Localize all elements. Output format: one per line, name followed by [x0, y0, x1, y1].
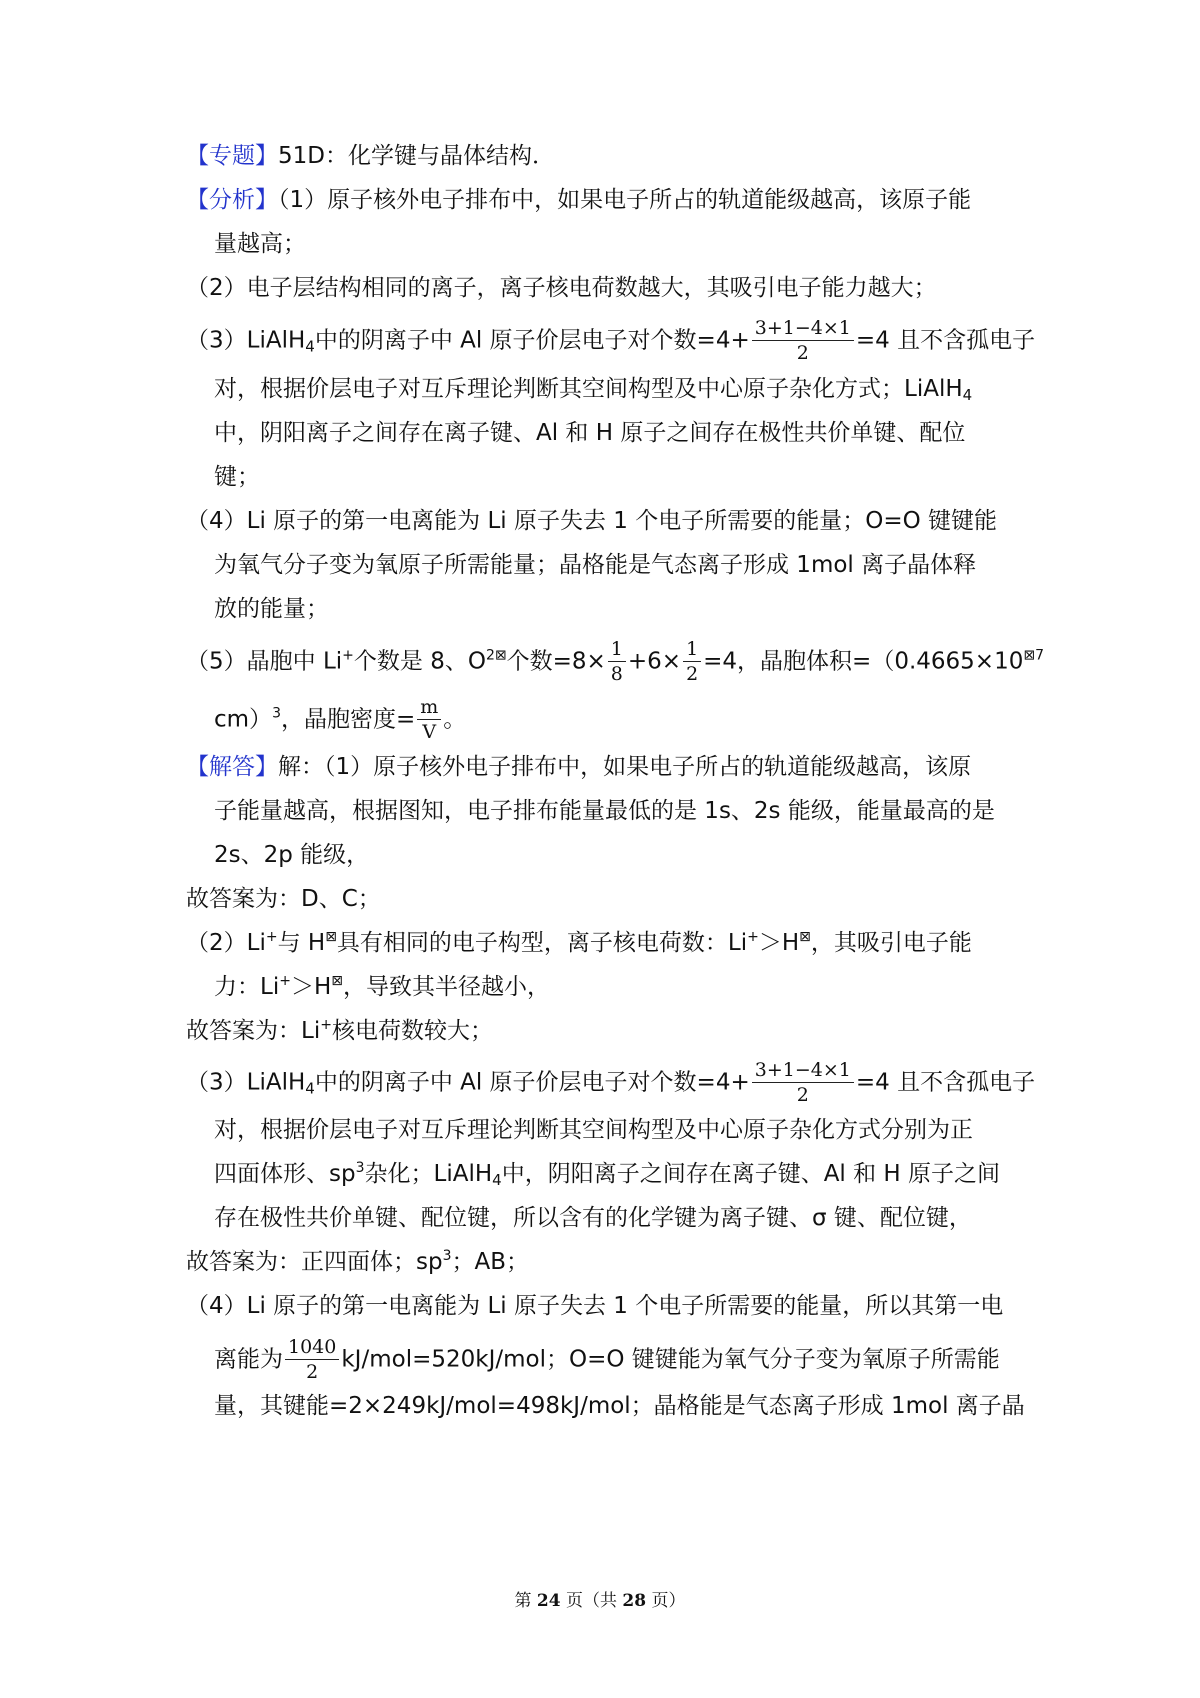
answer-text: ，导致其半径越小， [342, 974, 550, 1000]
answer-line-13 [186, 1291, 1003, 1321]
fraction [752, 1061, 854, 1105]
total-pages: 28 [622, 1591, 647, 1611]
answer-text: 故答案为：D、C； [186, 886, 381, 912]
answer-tag: 【解答】 [186, 754, 278, 780]
analysis-text: =4，晶胞体积=（0.4665×10 [703, 648, 1024, 675]
analysis-line-6 [214, 418, 965, 448]
analysis-line-4 [186, 319, 1035, 363]
answer-text: ；AB； [451, 1249, 530, 1275]
answer-line-5 [186, 928, 972, 958]
answer-text: （2）Li [186, 930, 266, 956]
answer-line-4 [186, 884, 381, 914]
analysis-text: =4 且不含孤电子 [855, 327, 1036, 354]
answer-line-9 [214, 1115, 973, 1145]
subscript: 4 [492, 1171, 502, 1189]
fraction [417, 698, 441, 742]
analysis-text: 个数=8× [506, 648, 606, 675]
page-number: 24 [536, 1591, 561, 1611]
answer-text: 杂化；LiAlH [364, 1161, 493, 1187]
answer-text: 2s、2p 能级， [214, 842, 370, 868]
analysis-text: +6× [627, 648, 682, 675]
answer-line-10 [214, 1159, 1000, 1189]
analysis-text: 中，阴阳离子之间存在离子键、Al 和 H 原子之间存在极性共价单键、配位 [214, 420, 966, 446]
analysis-line-5 [214, 374, 972, 404]
fraction-numerator: 3+1−4×1 [752, 1061, 854, 1083]
answer-text: 故答案为：Li [186, 1018, 321, 1044]
fraction-denominator: 8 [610, 663, 623, 685]
subscript: 4 [305, 337, 315, 356]
fraction [752, 319, 854, 363]
answer-text: 存在极性共价单键、配位键，所以含有的化学键为离子键、σ 键、配位键， [214, 1205, 972, 1231]
analysis-line-8 [186, 506, 997, 536]
answer-text: 力：Li [214, 974, 280, 1000]
answer-text: 具有相同的电子构型，离子核电荷数：Li [336, 930, 748, 956]
analysis-tag: 【分析】 [186, 187, 278, 213]
analysis-text: 中的阴离子中 Al 原子价层电子对个数=4+ [314, 327, 750, 354]
superscript: ⊠7 [1023, 647, 1044, 664]
answer-line-8 [186, 1061, 1035, 1105]
fraction-numerator: 1040 [285, 1338, 339, 1360]
fraction-numerator: 1 [608, 640, 626, 662]
answer-text: 对，根据价层电子对互斥理论判断其空间构型及中心原子杂化方式分别为正 [214, 1117, 973, 1143]
fraction-numerator: 3+1−4×1 [752, 319, 854, 341]
analysis-text: 键； [214, 464, 260, 490]
fraction-denominator: 2 [796, 1084, 809, 1106]
fraction-numerator: m [417, 698, 441, 720]
answer-text: 解：（1）原子核外电子排布中，如果电子所占的轨道能级越高，该原 [278, 754, 972, 780]
answer-text: 中，阴阳离子之间存在离子键、Al 和 H 原子之间 [501, 1161, 1001, 1187]
superscript: 3 [355, 1160, 365, 1176]
answer-line-2 [214, 796, 995, 826]
answer-line-12 [186, 1247, 529, 1277]
answer-text: =4 且不含孤电子 [855, 1069, 1036, 1096]
fraction-denominator: 2 [686, 663, 699, 685]
answer-text: 子能量越高，根据图知，电子排布能量最低的是 1s、2s 能级，能量最高的是 [214, 798, 995, 824]
answer-line-1 [186, 752, 971, 782]
analysis-text: （5）晶胞中 Li [186, 648, 343, 675]
topic-text: 51D：化学键与晶体结构． [278, 143, 555, 169]
answer-text: ＞H [758, 930, 800, 956]
analysis-text: cm） [214, 706, 273, 733]
footer-text: 页（共 [560, 1591, 623, 1611]
answer-text: 中的阴离子中 Al 原子价层电子对个数=4+ [314, 1069, 750, 1096]
analysis-text: 放的能量； [214, 596, 329, 622]
analysis-text: （3）LiAlH [186, 327, 306, 354]
fraction-denominator: 2 [796, 342, 809, 364]
analysis-line-9 [214, 550, 976, 580]
superscript: + [320, 1017, 332, 1033]
analysis-text: ，晶胞密度= [280, 706, 416, 733]
superscript: ⊠ [799, 929, 811, 945]
footer-text: 第 [514, 1591, 537, 1611]
subscript: 4 [305, 1079, 315, 1098]
fraction [683, 640, 701, 684]
answer-line-3 [214, 840, 369, 870]
answer-text: 与 H [277, 930, 326, 956]
answer-line-7 [186, 1016, 493, 1046]
analysis-text: 量越高； [214, 231, 306, 257]
answer-text: 四面体形、sp [214, 1161, 356, 1187]
answer-line-6 [214, 972, 550, 1002]
analysis-text: （1）原子核外电子排布中，如果电子所占的轨道能级越高，该原子能 [278, 187, 972, 213]
superscript: 3 [272, 705, 281, 722]
superscript: + [747, 929, 759, 945]
answer-text: 核电荷数较大； [331, 1018, 493, 1044]
superscript: + [342, 647, 354, 664]
analysis-line-10 [214, 594, 329, 624]
answer-text: 离能为 [214, 1346, 283, 1373]
topic-line [186, 141, 555, 171]
fraction [608, 640, 626, 684]
superscript: + [279, 973, 291, 989]
fraction-denominator: 2 [306, 1361, 319, 1383]
footer-text: 页） [646, 1591, 686, 1611]
fraction-numerator: 1 [683, 640, 701, 662]
superscript: + [265, 929, 278, 945]
analysis-line-3 [186, 273, 937, 303]
analysis-text: 对，根据价层电子对互斥理论判断其空间构型及中心原子杂化方式；LiAlH [214, 376, 963, 402]
analysis-text: （4）Li 原子的第一电离能为 Li 原子失去 1 个电子所需要的能量；O=O 键键能 [186, 508, 998, 534]
superscript: ⊠ [325, 929, 337, 945]
answer-text: （3）LiAlH [186, 1069, 306, 1096]
answer-text: ＞H [290, 974, 332, 1000]
fraction-denominator: V [422, 721, 437, 743]
analysis-text: 个数是 8、O [353, 648, 486, 675]
answer-text: （4）Li 原子的第一电离能为 Li 原子失去 1 个电子所需要的能量，所以其第一电 [186, 1293, 1004, 1319]
subscript: 4 [962, 386, 973, 404]
analysis-line-2 [214, 229, 306, 259]
answer-text: 故答案为：正四面体；sp [186, 1249, 443, 1275]
answer-text: ，其吸引电子能 [810, 930, 972, 956]
topic-tag: 【专题】 [186, 143, 278, 169]
answer-line-14 [214, 1338, 1000, 1382]
superscript: 3 [442, 1248, 452, 1264]
analysis-text: （2）电子层结构相同的离子，离子核电荷数越大，其吸引电子能力越大； [186, 275, 937, 301]
answer-line-15 [214, 1391, 1025, 1421]
superscript: ⊠ [331, 973, 343, 989]
superscript: 2⊠ [485, 647, 507, 664]
answer-line-11 [214, 1203, 972, 1233]
analysis-line-7 [214, 462, 260, 492]
analysis-line-1 [186, 185, 971, 215]
page-footer [0, 1586, 1200, 1611]
analysis-line-12 [214, 698, 466, 742]
fraction [285, 1338, 339, 1382]
answer-text: 量，其键能=2×249kJ/mol=498kJ/mol；晶格能是气态离子形成 1mol 离子晶 [214, 1393, 1025, 1419]
analysis-text: 。 [443, 706, 467, 733]
answer-text: kJ/mol=520kJ/mol；O=O 键键能为氧气分子变为氧原子所需能 [341, 1346, 1000, 1373]
analysis-text: 为氧气分子变为氧原子所需能量；晶格能是气态离子形成 1mol 离子晶体释 [214, 552, 977, 578]
analysis-line-11 [186, 640, 1044, 684]
